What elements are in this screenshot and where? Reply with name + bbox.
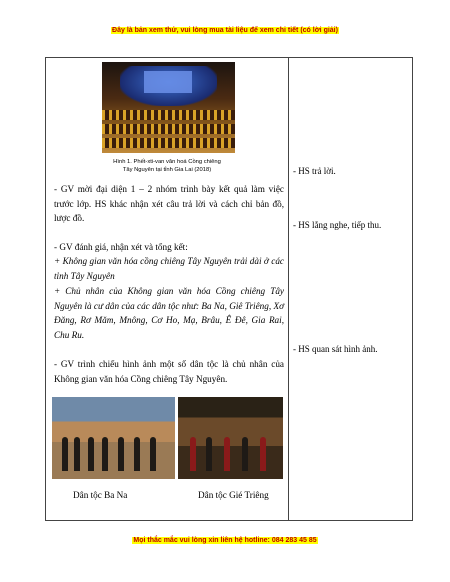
student-activity-column [289,58,413,520]
figure-caption: Hình 1. Phết-xti-van văn hoá Cồng chiêng Tây Nguyên tại tỉnh Gia Lai (2018) [113,159,221,173]
gie-trieng-photo [178,397,283,479]
paragraph-assessment: - GV đánh giá, nhận xét và tổng kết: [54,242,188,252]
student-observe: - HS quan sát hình ảnh. [293,344,378,354]
lesson-table [45,57,413,521]
teacher-activity-column [46,58,288,520]
preview-banner [0,27,450,34]
ba-na-photo [52,397,175,479]
festival-photo [102,62,235,153]
hotline-banner-text: Mọi thắc mắc vui lòng xin liên hệ hotline: 084 283 45 85 [133,537,317,544]
label-ba-na: Dân tộc Ba Na [73,490,128,500]
hotline-banner [0,537,450,544]
student-listen: - HS lắng nghe, tiếp thu. [293,220,382,230]
paragraph-show-images: - GV trình chiếu hình ảnh một số dân tộc là chủ nhân của Không gian văn hóa Cồng chiêng Tây Nguyên. [54,359,284,384]
preview-banner-text: Đây là bản xem thử, vui lòng mua tài liệu để xem chi tiết (có lời giải) [112,27,338,34]
paragraph-group-report: - GV mời đại diện 1 – 2 nhóm trình bày kết quả làm việc trước lớp. HS khác nhận xét câu trả lời và cách chỉ bản đồ, lược đồ. [54,184,284,224]
student-answer: - HS trả lời. [293,166,336,176]
label-gie-trieng: Dân tộc Gié Triêng [198,490,269,500]
paragraph-space-extent: + Không gian văn hóa cồng chiêng Tây Nguyên trải dài ở các tỉnh Tây Nguyên [54,256,284,281]
paragraph-ethnic-groups: + Chủ nhân của Không gian văn hóa Cồng chiêng Tây Nguyên là cư dân của các dân tộc như: Ba Na, Giê Triêng, Xơ Đăng, Rơ Măm, Mnông, Cơ Ho, Mạ, Brâu, Ê Đê, Gia Rai, Chu Ru. [54,286,284,340]
